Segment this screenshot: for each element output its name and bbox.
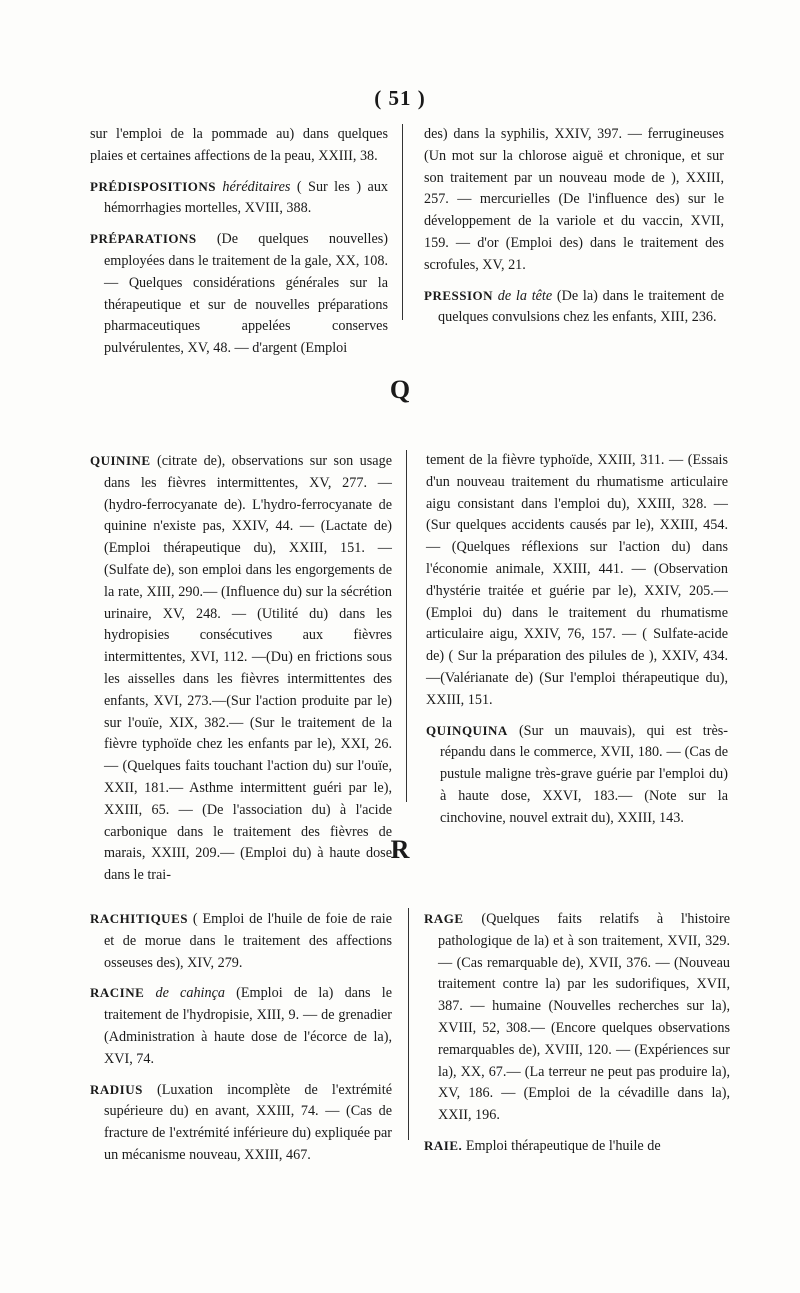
index-entry <box>90 908 392 974</box>
entry-text: ( Sur les ) aux hémorrhagies mortelles, XVIII, 388. <box>104 178 389 217</box>
entry-text: (Emploi de la) dans le traitement de l'hydropisie, XIII, 9. — de grenadier (Administration à haute dose de l'écorce de la), XVI, 74. <box>104 985 392 1067</box>
index-entry <box>90 1079 392 1167</box>
entry-text: (De quelques nouvelles) employées dans le traitement de la gale, XX, 108. — Quelques considérations générales sur la thérapeutique et sur de nouvelles préparations pharmaceutiques appelées conserves pulvérulentes, XV, 48. — d'argent (Emploi <box>104 231 388 357</box>
index-entry-continuation: sur l'emploi de la pommade au) dans quelques plaies et certaines affections de la peau, XXIII, 38. <box>90 126 388 164</box>
section-letter-q: Q <box>389 375 411 404</box>
entry-text: (De la) dans le traitement de quelques convulsions chez les enfants, XIII, 236. <box>438 287 724 326</box>
index-entry <box>424 1135 730 1158</box>
entry-text: (Luxation incomplète de l'extrémité supérieure du) en avant, XXIII, 74. — (Cas de fracture de l'extrémité inférieure du) expliquée par un mécanisme nouveau, XXIII, 467. <box>104 1081 392 1163</box>
entry-headword: QUINQUINA <box>426 722 508 738</box>
entry-headword: RADIUS <box>90 1081 143 1097</box>
entry-qualifier: de la tête <box>497 287 553 304</box>
entry-headword: QUININE <box>90 453 151 468</box>
entry-headword: PRÉDISPOSITIONS <box>90 178 216 194</box>
entry-qualifier: héréditaires <box>222 178 291 195</box>
entry-qualifier: de cahinça <box>155 985 225 1002</box>
index-entry-continuation: des) dans la syphilis, XXIV, 397. — ferrugineuses (Un mot sur la chlorose aiguë et chronique, et sur son traitement par un nouveau mode de ), XXIII, 257. — mercurielles (De l'influence des) sur le développement de la variole et du vaccin, XVII, 159. — d'or (Emploi des) dans le traitement des scrofules, XV, 21. <box>424 126 724 273</box>
entry-headword: RACHITIQUES <box>90 911 188 926</box>
top-left-column <box>90 124 388 368</box>
entry-headword: RACINE <box>90 985 145 1001</box>
entry-text: (Sur un mauvais), qui est très-répandu dans le commerce, XVII, 180. — (Cas de pustule maligne très-grave guérie par l'emploi du) à haute dose, XXVI, 183.— (Note sur la cinchovine, nouvel extrait du), XXIII, 143. <box>440 722 728 826</box>
top-right-column <box>424 124 724 337</box>
column-divider-r <box>408 908 409 1140</box>
column-divider-q <box>406 450 407 802</box>
entry-headword: RAGE <box>424 911 464 926</box>
entry-text: (citrate de), observations sur son usage dans les fièvres intermittentes, XV, 277. — (hydro-ferrocyanate de). L'hydro-ferrocyanate de quinine n'existe pas, XXIV, 44. — (Lactate de)(Emploi thérapeutique du), XXIII, 151. — (Sulfate de), son emploi dans les engorgements de la rate, XIII, 290.— (Influence du) sur la sécrétion urinaire, XV, 248. — (Utilité du) dans les hydropisies consécutives aux fièvres intermittentes, XVI, 112. —(Du) en frictions sous les aisselles dans les fièvres intermittentes des enfants, XVI, 273.—(Sur l'action produite par le) sur l'ouïe, XIX, 382.— (Sur le traitement de la fièvre typhoïde chez les enfants par le), XXI, 26. — (Quelques faits touchant l'action du) sur l'ouïe, XXII, 181.— Asthme intermittent guéri par le), XXIII, 65. — (De l'association du) à l'acide carbonique dans le traitement des fièvres de marais, XXIII, 209.— (Emploi du) à haute dose dans le trai- <box>104 453 392 884</box>
index-entry <box>90 228 388 360</box>
entry-headword: PRESSION <box>424 287 494 303</box>
entry-text: ( Emploi de l'huile de foie de raie et de morue dans le traitement des affections osseuses des), XIV, 279. <box>104 911 392 971</box>
entry-headword: PRÉPARATIONS <box>90 231 197 247</box>
r-right-column <box>424 908 730 1166</box>
entry-text: Emploi thérapeutique de l'huile de <box>462 1137 661 1154</box>
r-left-column <box>90 908 392 1175</box>
index-entry <box>424 908 730 1127</box>
q-right-column <box>426 450 728 838</box>
index-entry <box>90 982 392 1070</box>
page-number: ( 51 ) <box>374 86 426 110</box>
q-left-column <box>90 450 392 895</box>
index-entry <box>90 176 388 221</box>
entry-text: (Quelques faits relatifs à l'histoire pathologique de la) et à son traitement, XVII, 329. — (Cas remarquable de), XVII, 376. — (Nouveau traitement contre la) par les sudorifiques, XVII, 387. — humaine (Nouvelles recherches sur la), XVIII, 52, 308.— (Encore quelques observations remarquables de), XVIII, 120. — (Expériences sur la), XX, 67.— (La terreur ne peut pas produire la), XV, 186. — (Emploi de la cévadille dans la), XXII, 196. <box>438 911 730 1124</box>
index-entry-continuation: tement de la fièvre typhoïde, XXIII, 311. — (Essais d'un nouveau traitement du rhumatisme articulaire aigu consistant dans l'emploi du), XXIII, 328. — (Sur quelques accidents causés par le), XXIII, 454. — (Quelques réflexions sur l'action du) dans l'économie animale, XXIII, 441. — (Observation d'hystérie traitée et guérie par le), XXIV, 205.— (Emploi du) dans le traitement du rhumatisme articulaire aigu, XXIV, 76, 157. — ( Sulfate-acide de) ( Sur la préparation des pilules de ), XXIV, 434. —(Valérianate de) (Sur l'emploi thérapeutique du), XXIII, 151. <box>426 452 728 708</box>
index-entry <box>426 720 728 830</box>
entry-headword: RAIE. <box>424 1137 463 1153</box>
index-entry <box>424 285 724 330</box>
column-divider-top <box>402 124 403 320</box>
section-letter-r: R <box>390 835 410 864</box>
index-entry <box>90 450 392 887</box>
